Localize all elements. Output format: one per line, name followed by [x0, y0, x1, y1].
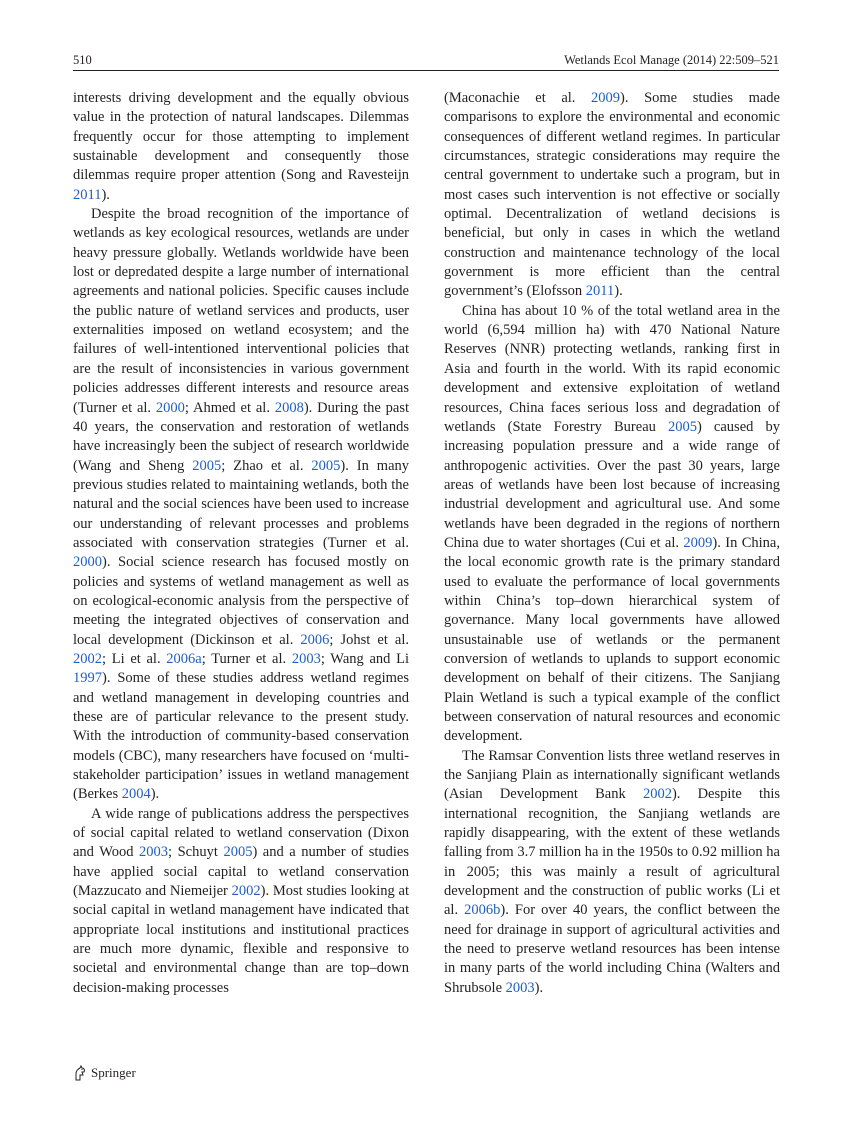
paragraph-text: ). For over 40 years, the conflict between the need for drainage in support of agricultural activities and the need to preserve wetland resources has been intense in many parts of the world including China (Walters and Shrubsole [444, 902, 780, 996]
header-rule [73, 70, 779, 71]
paragraph-text: ). [150, 786, 160, 803]
paragraph-text: ; Schuyt [168, 844, 224, 861]
citation-link[interactable]: 2009 [683, 534, 713, 551]
paragraph-text: ). Some of these studies address wetland regimes and wetland management in developing countries and these are of particular relevance to the present study. With the introduction of community-based conservation models (CBC), many researchers have focused on ‘multi-stakeholder participation’ issues in wetland management (Berkes [73, 670, 409, 803]
paragraph-text: ; Ahmed et al. [184, 399, 275, 416]
citation-link[interactable]: 2011 [73, 186, 102, 203]
citation-link[interactable]: 2011 [585, 283, 615, 300]
paragraph-text: China has about 10 % of the total wetland area in the world (6,594 million ha) with 470 National Nature Reserves (NNR) protecting wetlands, ranking first in Asia and fourth in the world. With its rapid economic development and extensive exploitation of wetland resources, China faces serious loss and degradation of wetlands (State Forestry Bureau [444, 302, 780, 435]
citation-link[interactable]: 2005 [311, 457, 341, 474]
paragraph-text: Despite the broad recognition of the importance of wetlands as key ecological resources, wetlands are under heavy pressure globally. Wetlands worldwide have been lost or depredated despite a large number of international agreements and national policies. Specific causes include the public nature of wetland services and products, user externalities imposed on wetland ecosystem; and the failures of well-intentioned interventional policies that are the result of inconsistencies in various government policies addresses different interests and resource areas (Turner et al. [73, 206, 409, 416]
paragraph-text: ; Li et al. [102, 650, 167, 667]
page-number: 510 [73, 53, 92, 67]
paragraph-text: ). [534, 979, 544, 996]
citation-link[interactable]: 2005 [192, 457, 222, 474]
citation-link[interactable]: 2002 [231, 883, 261, 900]
paragraph-text: ). In many previous studies related to maintaining wetlands, both the natural and the social sciences have been used to increase our understanding of relevant processes and problems associated with conservation strategies (Turner et al. [73, 457, 409, 551]
citation-link[interactable]: 2009 [591, 90, 621, 106]
citation-link[interactable]: 2002 [642, 786, 672, 803]
springer-horse-icon [73, 1065, 87, 1081]
citation-link[interactable]: 2004 [121, 786, 151, 803]
citation-link[interactable]: 2000 [155, 399, 185, 416]
paragraph-text: ). Some studies made comparisons to explore the environmental and economic consequences of different wetland regimes. In particular circumstances, strategic considerations may require the central government to undertake such a program, but in most cases such intervention is not effective or socially optimal. Decentralization of wetland decisions is beneficial, but only in cases in which the wetland construction and maintenance technology of the local government is more efficient than the central government’s (Elofsson [444, 90, 780, 300]
paragraph-text: ) and a number of studies have applied social capital to wetland conservation (Mazzucato and Niemeijer [73, 844, 409, 900]
paragraph-text: ; Johst et al. [329, 631, 410, 648]
citation-link[interactable]: 2006a [166, 650, 202, 667]
citation-link[interactable]: 2005 [223, 844, 253, 861]
running-header [73, 53, 779, 71]
paragraph-text: ). Despite this international recognition, the Sanjiang wetlands are rapidly disappearing, with the extent of these wetlands falling from 3.7 million ha in the 1950s to 0.92 million ha in 2005; this was mainly a result of agricultural development and the construction of public works (Li et al. [444, 786, 780, 919]
citation-link[interactable]: 1997 [73, 670, 102, 687]
citation-link[interactable]: 2002 [73, 650, 102, 667]
paragraph-text: ). In China, the local economic growth rate is the primary standard used to evaluate the performance of local governments within China’s top–down hierarchical system of governance. Many local governments have allowed unsustainable use of wetlands or the permanent conversion of wetlands to uplands to support economic development on behalf of their citizens. The Sanjiang Plain Wetland is such a typical example of the conflict between conservation of natural resources and economic development. [444, 534, 780, 745]
body-paragraph [444, 89, 780, 302]
citation-link[interactable]: 2000 [73, 554, 102, 571]
paragraph-text: ). Social science research has focused mostly on policies and systems of wetland management as well as on ecological-economic analysis from the perspective of meeting the integrated objectives of conservation and local development (Dickinson et al. [73, 554, 409, 648]
body-paragraph [73, 89, 409, 205]
publisher-footer [73, 1065, 136, 1081]
right-column [444, 89, 780, 998]
publisher-name: Springer [91, 1065, 136, 1080]
paragraph-text: ; Wang and Li [320, 650, 409, 667]
citation-link[interactable]: 2008 [274, 399, 304, 416]
paragraph-text: ). [101, 186, 110, 203]
citation-link[interactable]: 2005 [668, 418, 697, 435]
paragraph-text: ). [614, 283, 623, 300]
paragraph-text: A wide range of publications address the perspectives of social capital related to wetland conservation (Dixon and Wood [73, 805, 409, 861]
paragraph-text: (Maconachie et al. [444, 90, 592, 106]
paragraph-text: ). Most studies looking at social capital in wetland management have indicated that appropriate local institutions and institutional practices are much more dynamic, flexible and responsive to societal and environmental change than are top–down decision-making processes [73, 883, 409, 996]
citation-link[interactable]: 2006b [464, 902, 501, 919]
citation-link[interactable]: 2003 [505, 979, 535, 996]
paragraph-text: ) caused by increasing population pressure and a wide range of anthropogenic activities. Over the past 30 years, large areas of wetlands have been lost because of increasing industrial development and agricultural use. And some wetlands have been degraded in the regions of northern China due to water shortages (Cui et al. [444, 418, 780, 551]
left-column [73, 89, 409, 998]
body-paragraph [73, 205, 409, 805]
citation-link[interactable]: 2003 [291, 650, 321, 667]
body-paragraph [444, 302, 780, 747]
paragraph-text: ; Turner et al. [201, 650, 292, 667]
paragraph-text: ). During the past 40 years, the conservation and restoration of wetlands have increasingly been the subject of research worldwide (Wang and Sheng [73, 399, 409, 474]
citation-link[interactable]: 2003 [139, 844, 169, 861]
paragraph-text: interests driving development and the equally obvious value in the protection of natural landscapes. Dilemmas frequently occur for those attempting to implement sustainable development and consequently those dilemmas require proper attention (Song and Ravesteijn [73, 90, 409, 184]
body-paragraph [73, 805, 409, 998]
paragraph-text: The Ramsar Convention lists three wetland reserves in the Sanjiang Plain as internationally significant wetlands (Asian Development Bank [444, 747, 780, 803]
body-paragraph [444, 747, 780, 998]
journal-citation: Wetlands Ecol Manage (2014) 22:509–521 [564, 53, 779, 67]
citation-link[interactable]: 2006 [300, 631, 330, 648]
paragraph-text: ; Zhao et al. [221, 457, 312, 474]
